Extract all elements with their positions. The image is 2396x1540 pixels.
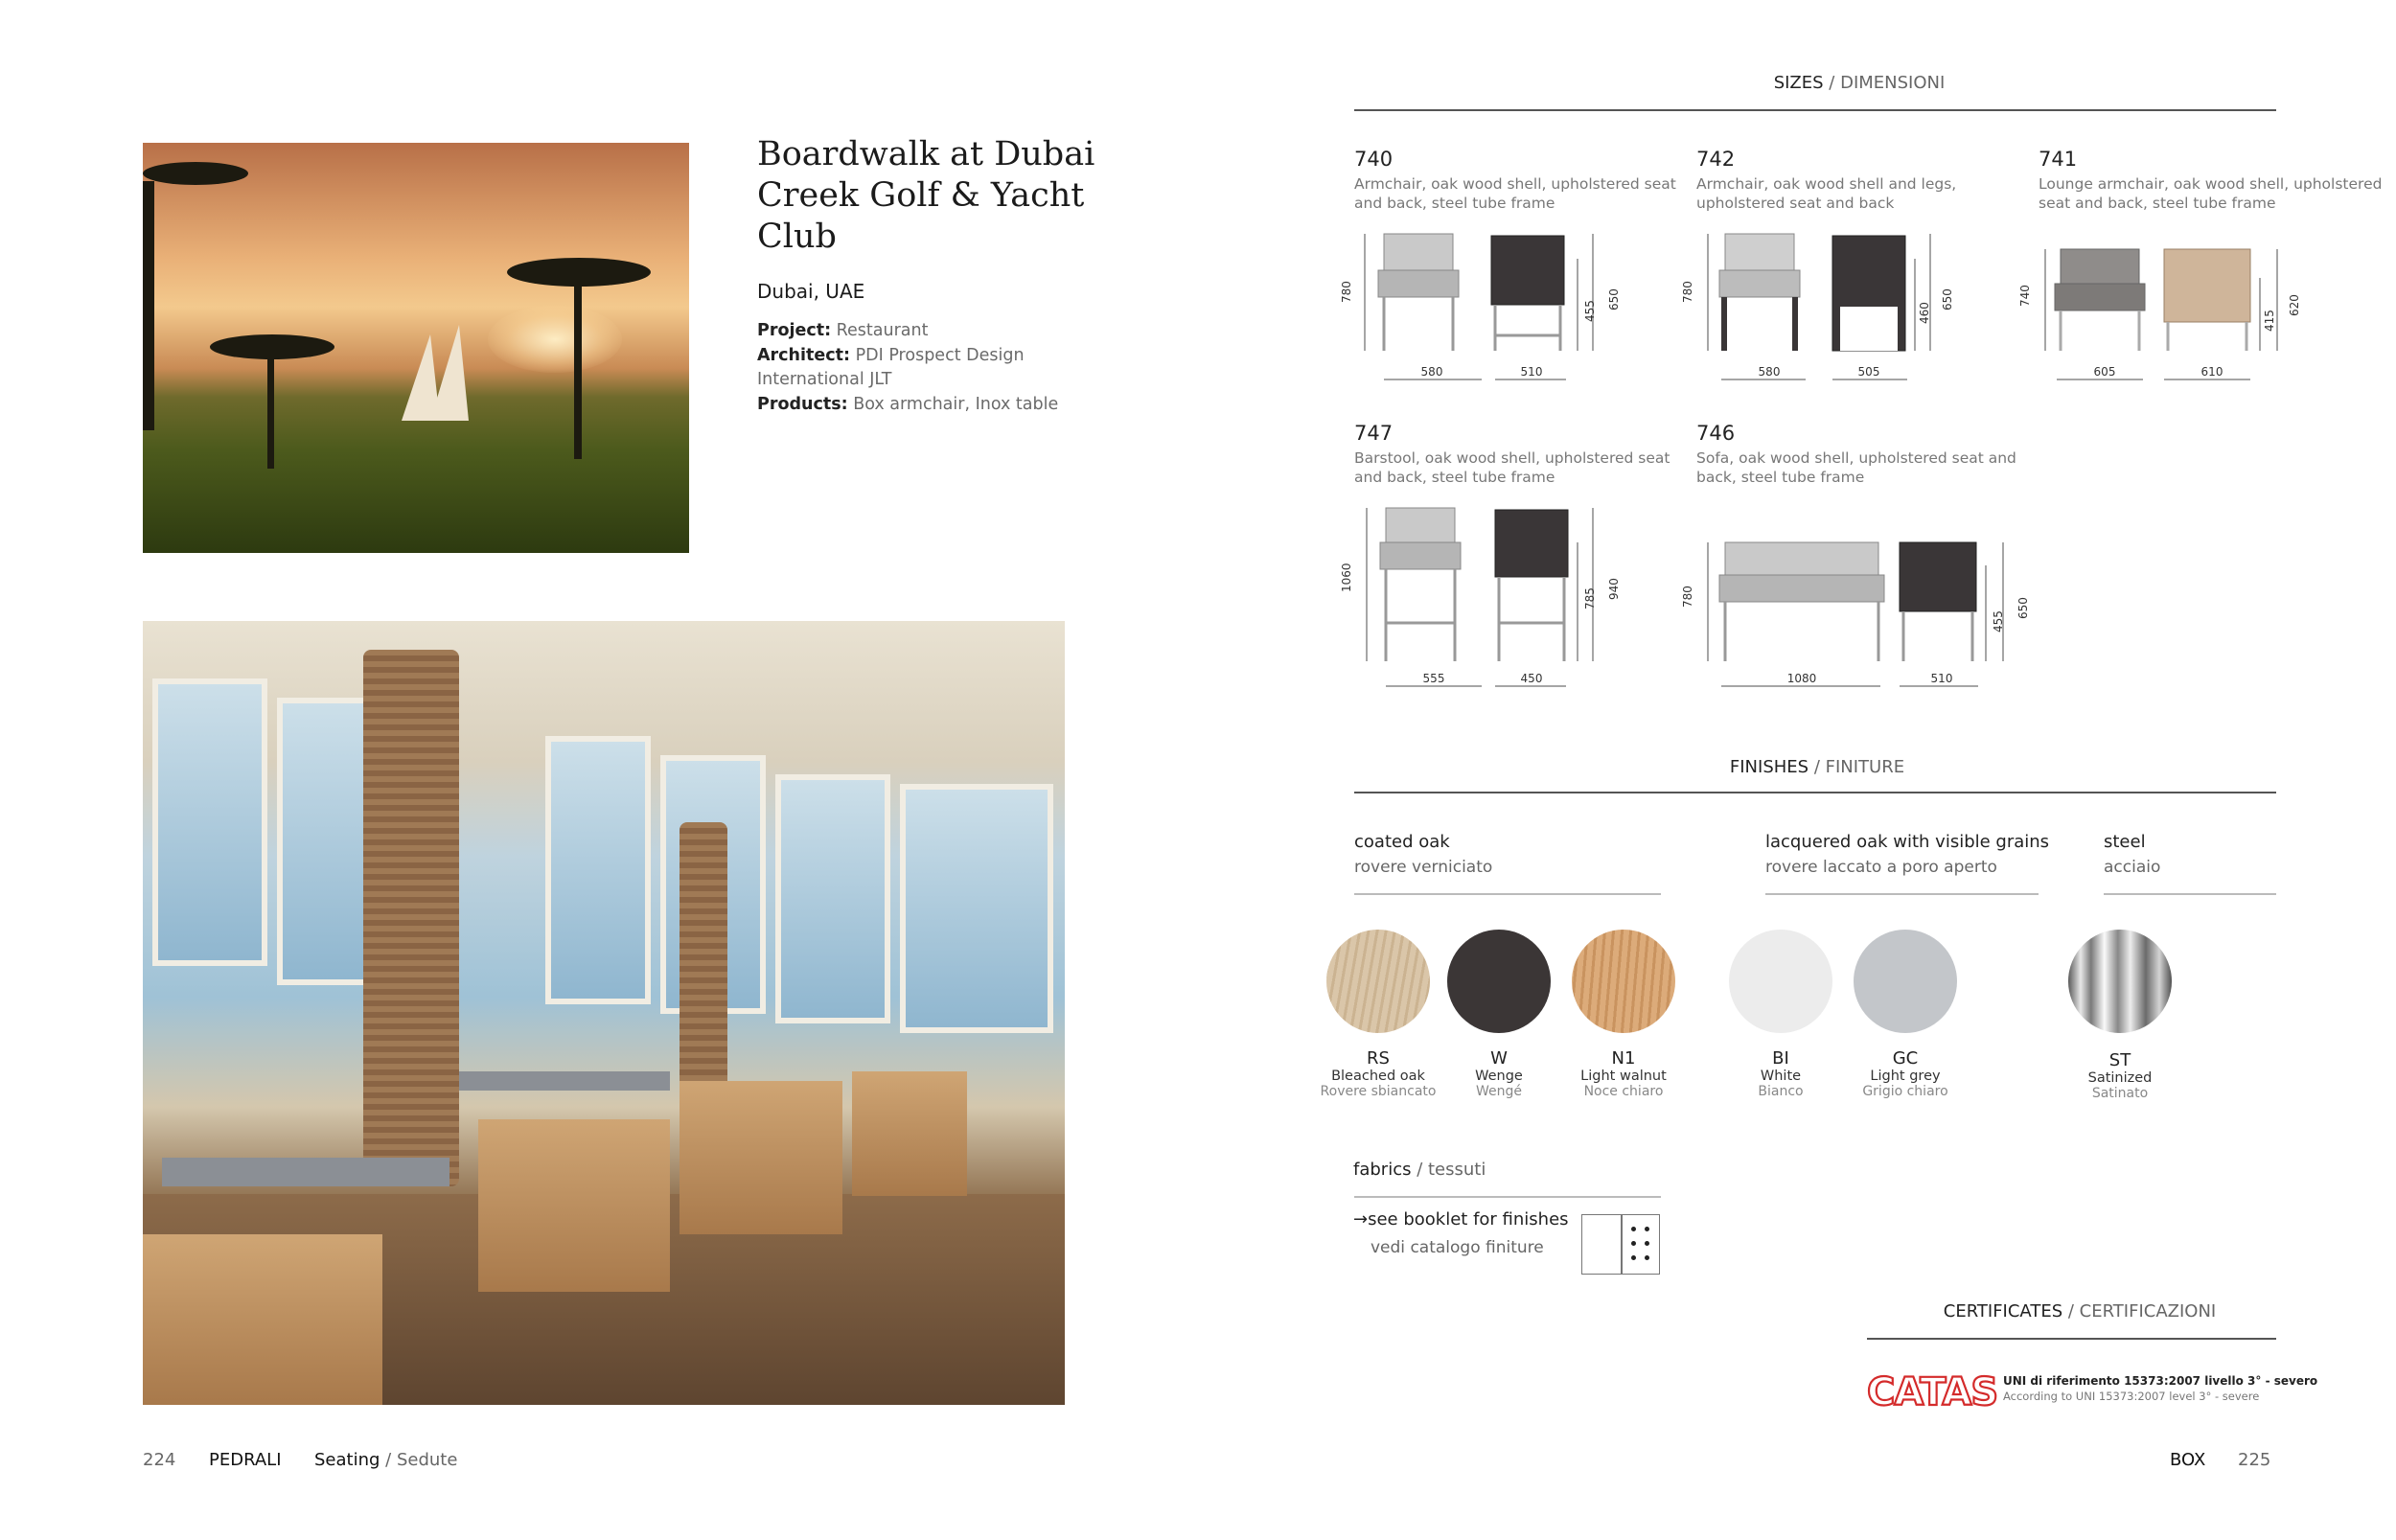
dim-742-seat-height: 460 <box>1918 302 1931 324</box>
see-booklet-link[interactable]: →see booklet for finishes <box>1353 1209 1569 1230</box>
dim-740-width: 580 <box>1420 365 1443 379</box>
swatch-light-walnut <box>1572 930 1675 1033</box>
sofa-746-front <box>1719 542 1884 661</box>
swatch-wenge <box>1447 930 1551 1033</box>
product-741: 741 Lounge armchair, oak wood shell, upholstered seat and back, steel tube frame <box>2039 148 2383 212</box>
chair-741-side <box>2164 249 2250 351</box>
dim-741-arm-height: 620 <box>2288 294 2301 316</box>
certificates-divider <box>1867 1338 2276 1340</box>
dim-741-depth: 610 <box>2200 365 2223 379</box>
sofa-746-side <box>1900 542 1976 661</box>
dim-740-depth: 510 <box>1520 365 1543 379</box>
swatch-label-rs: RS Bleached oak Rovere sbiancato <box>1320 1048 1437 1099</box>
project-title: Boardwalk at Dubai Creek Golf & Yacht Club <box>757 135 1095 256</box>
dim-742-width: 580 <box>1758 365 1781 379</box>
chair-742-side <box>1832 236 1905 351</box>
chair-740-side <box>1491 236 1564 351</box>
dim-740-arm-height: 650 <box>1607 288 1621 310</box>
catas-logo: CATAS <box>1867 1370 1998 1414</box>
sizes-divider <box>1354 109 2276 111</box>
dim-747-arm-height: 940 <box>1607 578 1621 600</box>
finishes-heading: FINISHES / FINITURE <box>1729 757 1905 777</box>
page-number-left: 224 <box>143 1450 176 1470</box>
chair-742-front <box>1719 234 1800 351</box>
swatch-light-grey <box>1854 930 1957 1033</box>
swatch-label-st: ST Satinized Satinato <box>2087 1050 2153 1101</box>
dim-746-width: 1080 <box>1786 672 1817 685</box>
cert-line-it: UNI di riferimento 15373:2007 livello 3° - severo <box>2003 1374 2318 1388</box>
swatch-satinized-steel <box>2068 930 2172 1033</box>
chair-741-front <box>2055 249 2145 351</box>
dim-747-depth: 450 <box>1520 672 1543 685</box>
arrow-right-icon: → <box>1353 1209 1369 1230</box>
finish-group-lacquered-oak: lacquered oak with visible grains rovere laccato a poro aperto <box>1765 832 2049 877</box>
dim-740-height: 780 <box>1340 281 1353 303</box>
product-742: 742 Armchair, oak wood shell and legs, upholstered seat and back <box>1696 148 1957 212</box>
finishes-divider <box>1354 792 2276 793</box>
dim-746-arm-height: 650 <box>2016 597 2030 619</box>
sizes-heading: SIZES / DIMENSIONI <box>1773 73 1946 93</box>
restaurant-interior-photo <box>143 621 1065 1405</box>
swatch-label-gc: GC Light grey Grigio chiaro <box>1862 1048 1948 1099</box>
chair-drawings <box>1342 220 2396 700</box>
dim-742-depth: 505 <box>1857 365 1880 379</box>
project-products: Products: Box armchair, Inox table <box>757 394 1059 414</box>
project-architect: Architect: PDI Prospect Design International JLT <box>757 345 1025 389</box>
project-type: Project: Restaurant <box>757 321 929 340</box>
swatch-white <box>1729 930 1832 1033</box>
swatch-bleached-oak <box>1326 930 1430 1033</box>
finish-group-steel: steel acciaio <box>2104 832 2160 877</box>
swatch-label-w: W Wenge Wengé <box>1475 1048 1523 1099</box>
cert-line-en: According to UNI 15373:2007 level 3° - severe <box>2003 1390 2260 1403</box>
dim-741-width: 605 <box>2093 365 2116 379</box>
dim-747-width: 555 <box>1422 672 1445 685</box>
page-number-right: 225 <box>2238 1450 2271 1470</box>
dim-746-height: 780 <box>1681 586 1694 608</box>
see-booklet-it: vedi catalogo finiture <box>1371 1238 1544 1257</box>
dim-741-seat-height: 415 <box>2263 310 2276 332</box>
project-details <box>757 319 1073 417</box>
dim-741-height: 740 <box>2018 285 2032 307</box>
dim-747-height: 1060 <box>1340 563 1353 592</box>
product-740: 740 Armchair, oak wood shell, upholstered seat and back, steel tube frame <box>1354 148 1676 212</box>
barstool-747-side <box>1495 510 1568 661</box>
product-746: 746 Sofa, oak wood shell, upholstered seat and back, steel tube frame <box>1696 422 2016 486</box>
swatch-label-bi: BI White Bianco <box>1758 1048 1804 1099</box>
booklet-icon <box>1581 1214 1660 1275</box>
dim-742-arm-height: 650 <box>1941 288 1954 310</box>
barstool-747-front <box>1380 508 1461 661</box>
product-747: 747 Barstool, oak wood shell, upholstered seat and back, steel tube frame <box>1354 422 1670 486</box>
dim-747-seat-height: 785 <box>1583 587 1597 609</box>
product-name: BOX <box>2170 1450 2206 1470</box>
sunset-golf-photo <box>143 143 689 553</box>
chair-740-front <box>1378 234 1459 351</box>
dim-742-height: 780 <box>1681 281 1694 303</box>
dim-746-seat-height: 455 <box>1992 610 2005 632</box>
finish-group-coated-oak: coated oak rovere verniciato <box>1354 832 1492 877</box>
dim-740-seat-height: 455 <box>1583 300 1597 322</box>
section-name: Seating / Sedute <box>314 1450 458 1470</box>
certificates-heading: CERTIFICATES / CERTIFICAZIONI <box>1943 1301 2217 1322</box>
project-location: Dubai, UAE <box>757 280 865 303</box>
brand-name: PEDRALI <box>209 1450 282 1470</box>
fabrics-heading: fabrics / tessuti <box>1353 1160 1486 1180</box>
swatch-label-n1: N1 Light walnut Noce chiaro <box>1580 1048 1667 1099</box>
fabrics-divider <box>1354 1196 1661 1198</box>
dim-746-depth: 510 <box>1930 672 1953 685</box>
